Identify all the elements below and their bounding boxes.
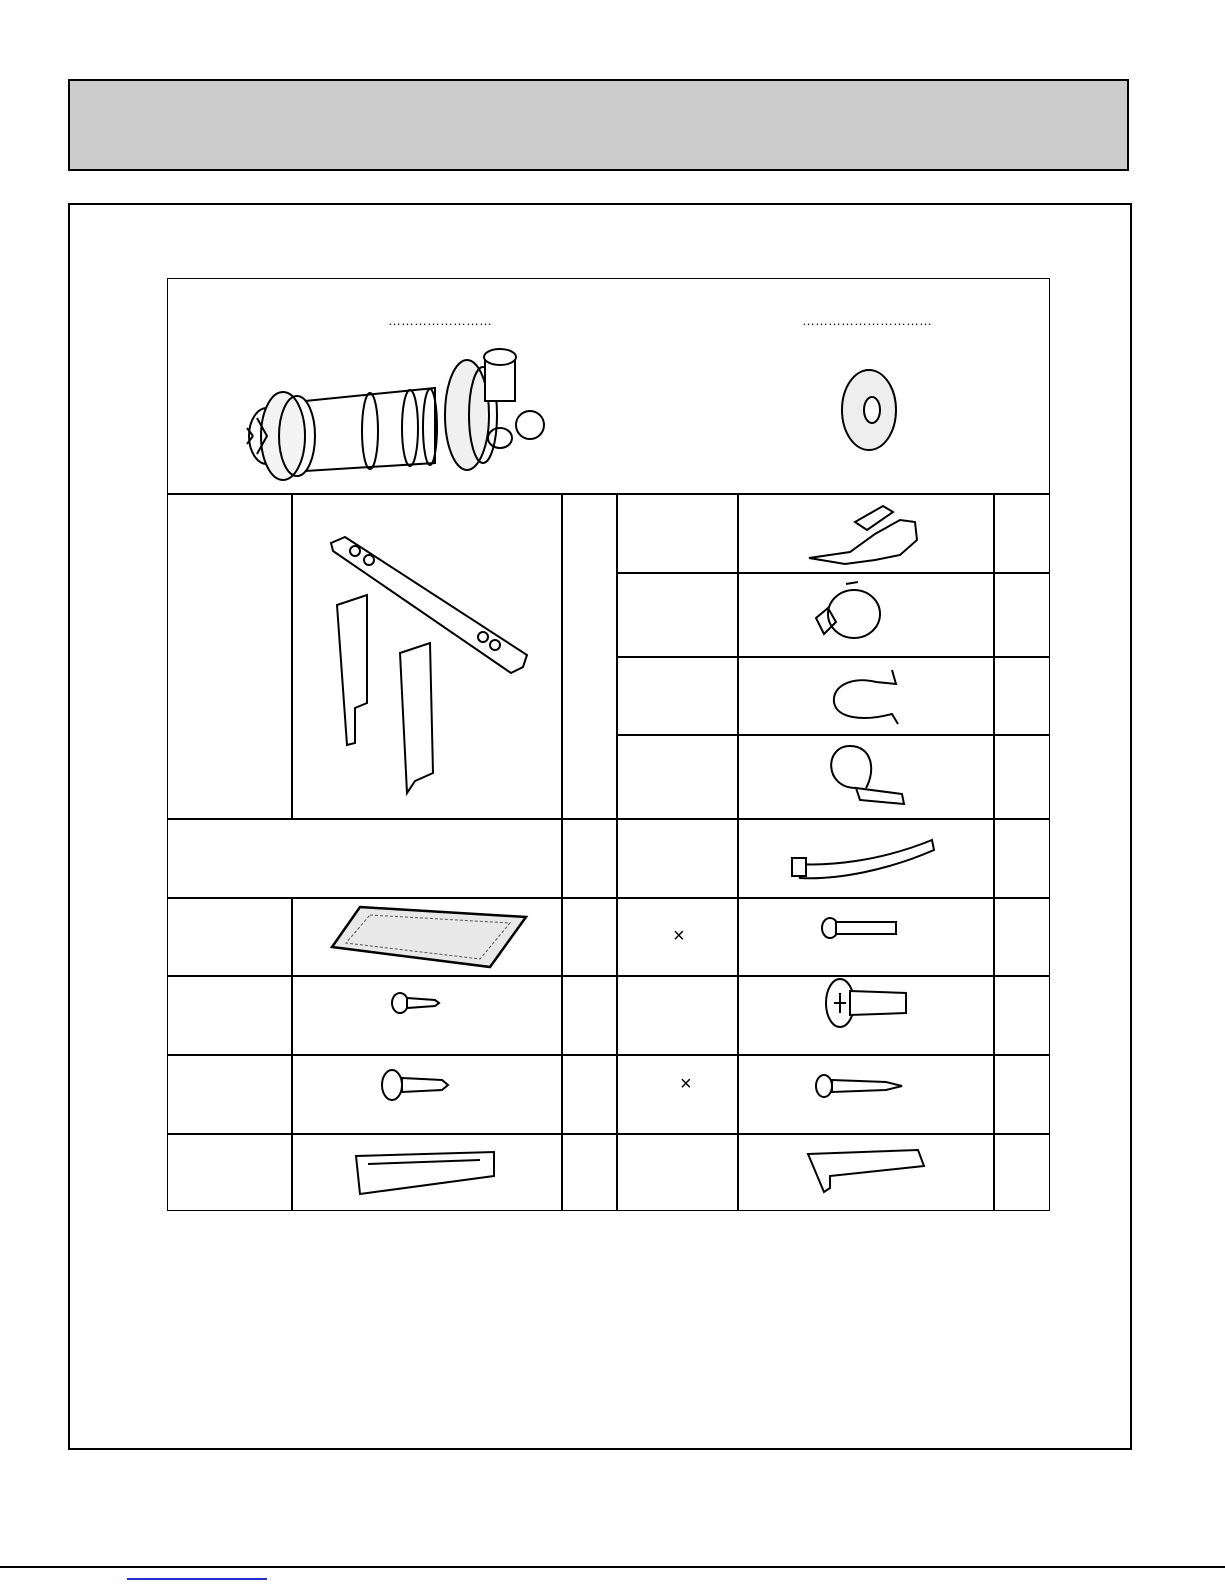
col-divider [291, 493, 293, 819]
row-divider [167, 1133, 1050, 1135]
pipe-clamp-icon [805, 500, 930, 570]
c-clip-icon [822, 662, 907, 728]
page-bottom-rule [0, 1566, 1225, 1568]
col-divider [291, 897, 293, 1211]
multiply-symbol: × [680, 1073, 692, 1095]
row-divider [167, 493, 1050, 495]
row-divider [167, 897, 1050, 899]
row-divider [167, 975, 1050, 977]
header-band [68, 79, 1129, 171]
dot-leader-left: …………………… [388, 313, 492, 328]
row-divider [617, 656, 1050, 658]
flat-head-screw-icon [822, 975, 912, 1031]
row-divider [167, 818, 1050, 820]
truss-screw-icon [380, 1068, 450, 1102]
tapping-screw-icon [391, 992, 441, 1014]
grommet-ring-icon [838, 365, 900, 455]
multiply-symbol: × [673, 925, 685, 947]
machine-screw-icon [820, 916, 900, 940]
wood-screw-icon [814, 1073, 904, 1099]
row-divider [167, 1054, 1050, 1056]
footer-link-underline[interactable] [127, 1578, 267, 1580]
cable-clamp-icon [820, 740, 910, 810]
drain-rail-icon [350, 1146, 500, 1198]
angle-rail-icon [800, 1146, 930, 1194]
mounting-bracket-set-icon [325, 533, 535, 795]
dot-leader-right: ………………………… [802, 313, 932, 328]
col-divider [993, 493, 995, 1211]
row-divider [617, 572, 1050, 574]
hose-clip-icon [806, 578, 886, 650]
col-divider [561, 493, 563, 1211]
wall-sleeve-assembly-icon [245, 343, 555, 488]
air-filter-icon [330, 903, 530, 971]
cable-tie-icon [788, 836, 938, 886]
row-divider [617, 734, 1050, 736]
col-divider [616, 493, 618, 1211]
col-divider [737, 493, 739, 1211]
